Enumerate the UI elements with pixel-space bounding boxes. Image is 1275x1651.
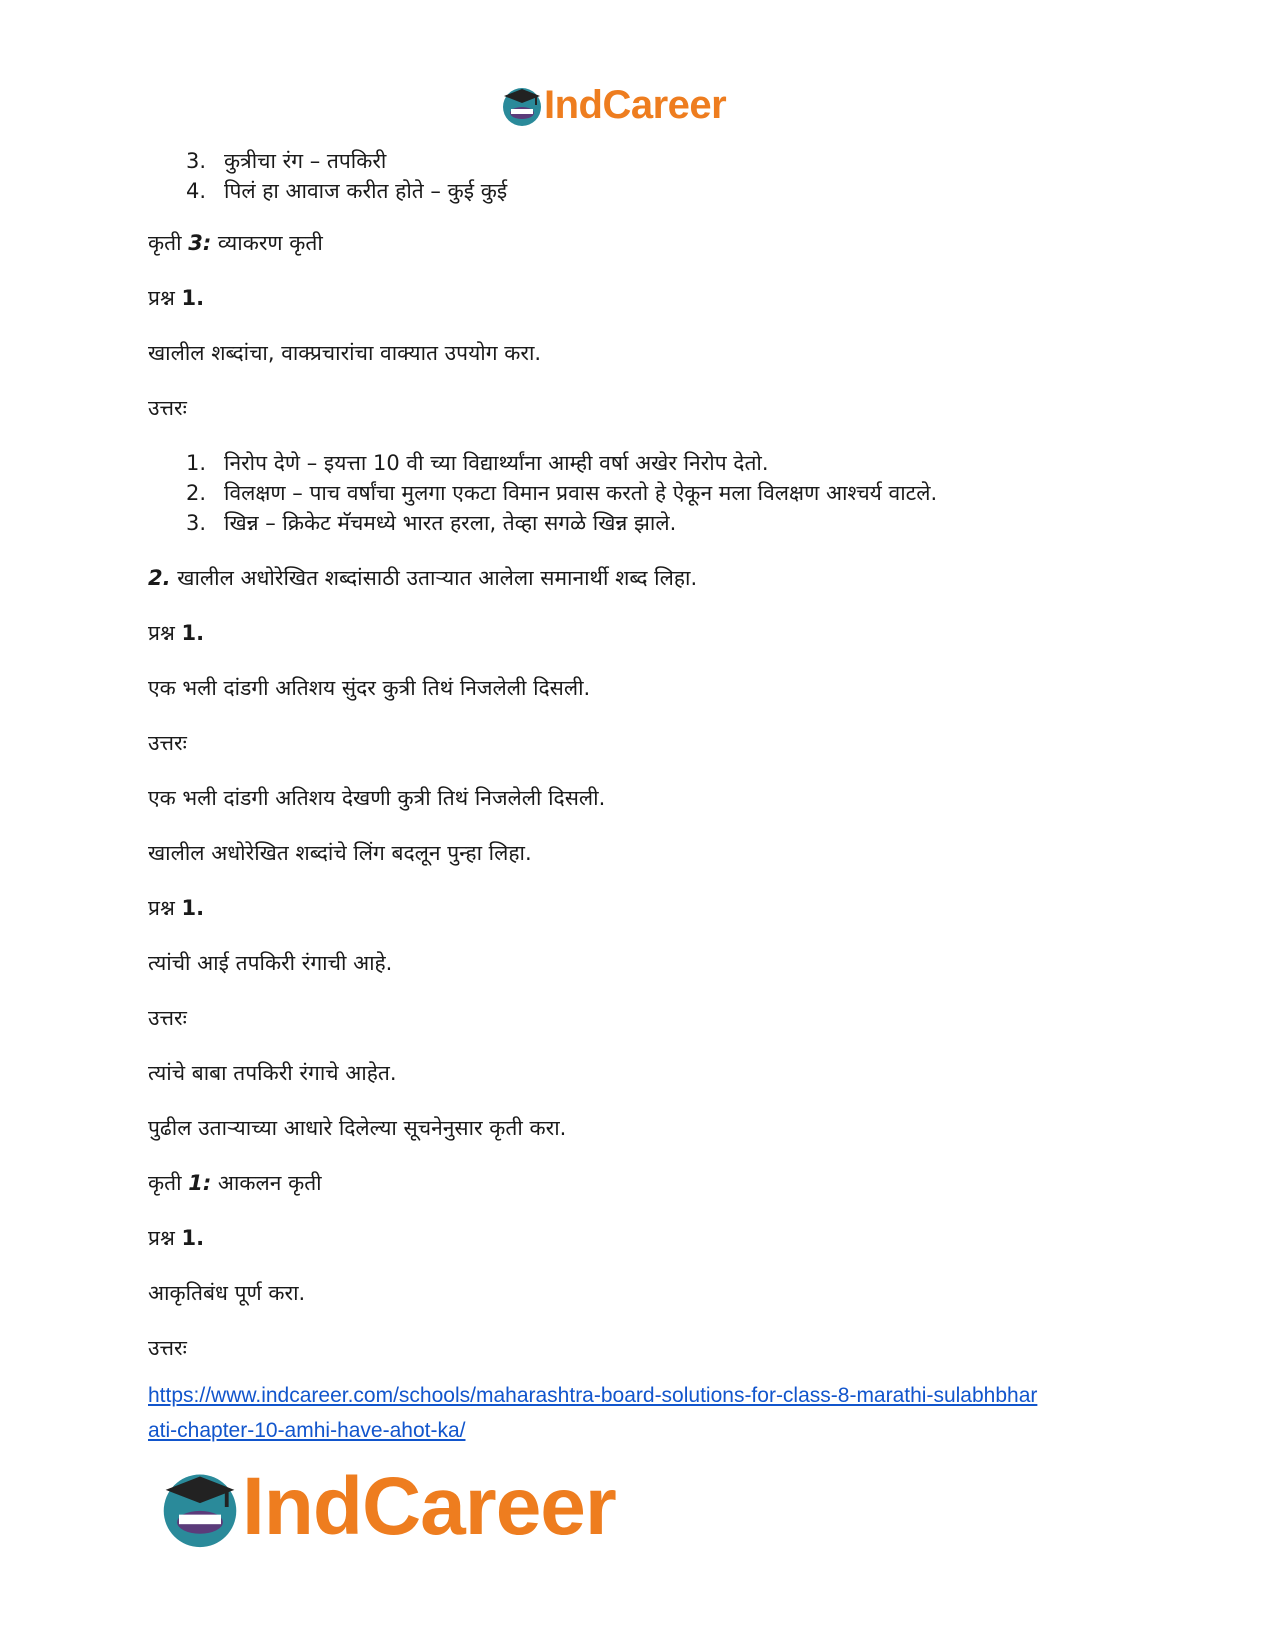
source-link-line2[interactable]: ati-chapter-10-amhi-have-ahot-ka/ (148, 1419, 466, 1442)
answer-label: उत्तरः (148, 1006, 187, 1030)
list-item: 4. पिलं हा आवाज करीत होते – कुई कुई (186, 179, 508, 203)
logo-text: IndCareer (242, 1461, 616, 1552)
answer-list (148, 448, 1148, 538)
footer-logo (158, 1462, 616, 1552)
list-item: 1. निरोप देणे – इयत्ता 10 वी च्या विद्यार्थ्यांना आम्ही वर्षा अखेर निरोप देतो. (186, 451, 769, 475)
list-item: 3. खिन्न – क्रिकेट मॅचमध्ये भारत हरला, तेव्हा सगळे खिन्न झाले. (186, 511, 677, 535)
section3-heading: खालील अधोरेखित शब्दांचे लिंग बदलून पुन्हा लिहा. (148, 841, 532, 865)
question-text: आकृतिबंध पूर्ण करा. (148, 1281, 306, 1305)
kruti3-heading: कृती 3: व्याकरण कृती (148, 231, 323, 255)
answer-label: उत्तरः (148, 1336, 187, 1360)
header-logo (500, 80, 726, 130)
top-list (148, 146, 1148, 206)
section4-heading: पुढील उताऱ्याच्या आधारे दिलेल्या सूचनेनुसार कृती करा. (148, 1116, 567, 1140)
graduation-globe-icon (500, 83, 544, 127)
answer-label: उत्तरः (148, 396, 187, 420)
document-body (148, 146, 1148, 1448)
list-item: 2. विलक्षण – पाच वर्षांचा मुलगा एकटा विमान प्रवास करतो हे ऐकून मला विलक्षण आश्चर्य वाटले. (186, 481, 938, 505)
question-label: प्रश्न 1. (148, 896, 205, 920)
answer-text: एक भली दांडगी अतिशय देखणी कुत्री तिथं निजलेली दिसली. (148, 786, 606, 810)
question-label: प्रश्न 1. (148, 1226, 205, 1250)
source-link[interactable] (148, 1378, 1148, 1448)
question-label: प्रश्न 1. (148, 286, 205, 310)
list-item: 3. कुत्रीचा रंग – तपकिरी (186, 149, 387, 173)
question-text: खालील शब्दांचा, वाक्प्रचारांचा वाक्यात उपयोग करा. (148, 341, 542, 365)
question-label: प्रश्न 1. (148, 621, 205, 645)
answer-text: त्यांचे बाबा तपकिरी रंगाचे आहेत. (148, 1061, 397, 1085)
question-text: त्यांची आई तपकिरी रंगाची आहे. (148, 951, 393, 975)
graduation-globe-icon (158, 1465, 242, 1549)
source-link-line1[interactable]: https://www.indcareer.com/schools/maharashtra-board-solutions-for-class-8-marathi-sulabhbhar (148, 1384, 1038, 1407)
question-text: एक भली दांडगी अतिशय सुंदर कुत्री तिथं निजलेली दिसली. (148, 676, 591, 700)
kruti1-heading: कृती 1: आकलन कृती (148, 1171, 322, 1195)
section2-heading: 2. खालील अधोरेखित शब्दांसाठी उताऱ्यात आलेला समानार्थी शब्द लिहा. (148, 566, 698, 590)
logo-text: IndCareer (544, 82, 727, 127)
answer-label: उत्तरः (148, 731, 187, 755)
